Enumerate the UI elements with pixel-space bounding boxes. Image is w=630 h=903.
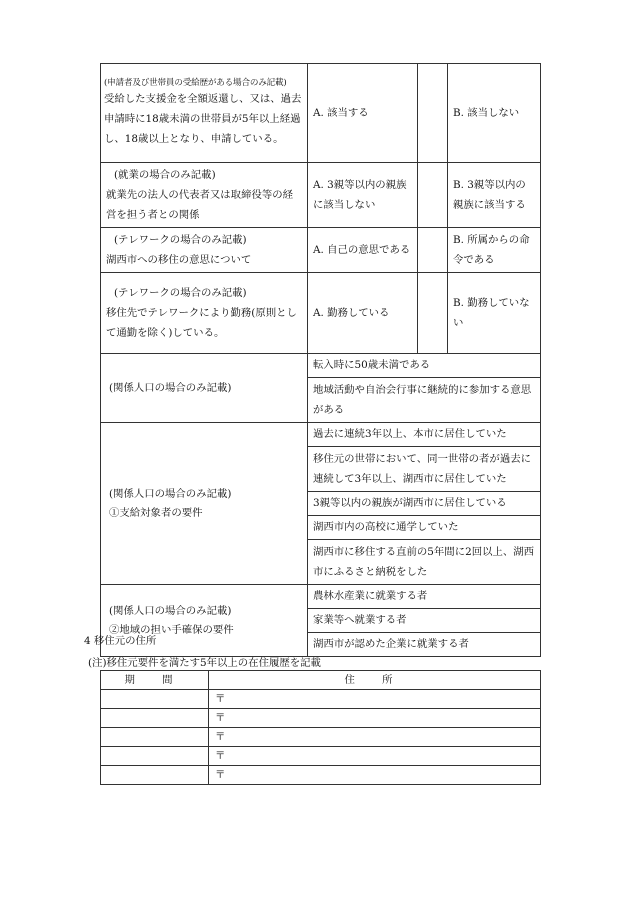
row-label <box>101 228 308 273</box>
period-cell[interactable] <box>101 766 209 785</box>
row-label <box>101 64 308 163</box>
address-cell[interactable]: 〒 <box>209 709 541 728</box>
requirement-item[interactable]: 湖西市が認めた企業に就業する者 <box>308 633 541 657</box>
address-cell[interactable]: 〒 <box>209 747 541 766</box>
address-table <box>100 670 541 785</box>
group-label <box>101 354 308 423</box>
option-a[interactable]: A. 勤務している <box>308 273 418 354</box>
group-label-note: (関係人口の場合のみ記載) <box>109 604 232 617</box>
table-row <box>101 64 541 163</box>
option-a[interactable]: A. 3親等以内の親族に該当しない <box>308 163 418 228</box>
section-note: (注)移住元要件を満たす5年以上の在住履歴を記載 <box>88 657 321 669</box>
row-label <box>101 273 308 354</box>
row-label-text: 移住先でテレワークにより勤務(原則として通勤を除く)している。 <box>106 307 297 339</box>
requirement-item[interactable]: 移住元の世帯において、同一世帯の者が過去に連続して3年以上、湖西市に居住していた <box>308 447 541 492</box>
table-row <box>101 228 541 273</box>
option-a[interactable]: A. 自己の意思である <box>308 228 418 273</box>
group-label-text: ②地域の担い手確保の要件 <box>109 623 234 636</box>
option-a[interactable]: A. 該当する <box>308 64 418 163</box>
row-label-note: (テレワークの場合のみ記載) <box>114 234 247 246</box>
table-row <box>101 728 541 747</box>
row-label-text: 湖西市への移住の意思について <box>106 254 252 266</box>
requirement-item[interactable]: 地域活動や自治会行事に継続的に参加する意思がある <box>308 378 541 423</box>
table-row <box>101 163 541 228</box>
requirement-item[interactable]: 農林水産業に就業する者 <box>308 585 541 609</box>
group-label-note: (関係人口の場合のみ記載) <box>109 487 232 500</box>
requirement-item[interactable]: 3親等以内の親族が湖西市に居住している <box>308 492 541 516</box>
requirement-item[interactable]: 家業等へ就業する者 <box>308 609 541 633</box>
row-label-text: 就業先の法人の代表者又は取締役等の経営を担う者との関係 <box>106 189 294 221</box>
table-row <box>101 747 541 766</box>
table-row <box>101 273 541 354</box>
section-heading: 4 移住元の住所 <box>84 635 157 647</box>
row-label <box>101 163 308 228</box>
spacer-cell <box>418 163 448 228</box>
option-b[interactable]: B. 該当しない <box>448 64 541 163</box>
address-cell[interactable]: 〒 <box>209 766 541 785</box>
spacer-cell <box>418 64 448 163</box>
requirement-item[interactable]: 湖西市内の高校に通学していた <box>308 516 541 540</box>
table-row <box>101 354 541 378</box>
table-row <box>101 709 541 728</box>
table-row <box>101 690 541 709</box>
period-cell[interactable] <box>101 728 209 747</box>
row-label-note: (テレワークの場合のみ記載) <box>114 287 247 299</box>
row-label-note: (就業の場合のみ記載) <box>114 169 216 181</box>
option-b[interactable]: B. 3親等以内の親族に該当する <box>448 163 541 228</box>
requirement-item[interactable]: 転入時に50歳未満である <box>308 354 541 378</box>
eligibility-table <box>100 63 541 657</box>
spacer-cell <box>418 228 448 273</box>
address-cell[interactable]: 〒 <box>209 728 541 747</box>
spacer-cell <box>418 273 448 354</box>
requirement-item[interactable]: 湖西市に移住する直前の5年間に2回以上、湖西市にふるさと納税をした <box>308 540 541 585</box>
table-header-row <box>101 671 541 690</box>
column-header-address: 住 所 <box>209 671 541 690</box>
period-cell[interactable] <box>101 747 209 766</box>
group-label <box>101 423 308 585</box>
period-cell[interactable] <box>101 690 209 709</box>
group-label-text: ①支給対象者の要件 <box>109 506 203 519</box>
column-header-period: 期 間 <box>101 671 209 690</box>
requirement-item[interactable]: 過去に連続3年以上、本市に居住していた <box>308 423 541 447</box>
row-label-text: 受給した支援金を全額返還し、又は、過去申請時に18歳未満の世帯員が5年以上経過し、18歳以上となり、申請している。 <box>104 93 302 145</box>
table-row <box>101 423 541 447</box>
option-b[interactable]: B. 所属からの命令である <box>448 228 541 273</box>
group-label-text: (関係人口の場合のみ記載) <box>109 381 232 394</box>
table-row <box>101 585 541 609</box>
table-row <box>101 766 541 785</box>
row-label-note: (申請者及び世帯員の受給歴がある場合のみ記載) <box>104 78 287 88</box>
option-b[interactable]: B. 勤務していない <box>448 273 541 354</box>
address-cell[interactable]: 〒 <box>209 690 541 709</box>
period-cell[interactable] <box>101 709 209 728</box>
